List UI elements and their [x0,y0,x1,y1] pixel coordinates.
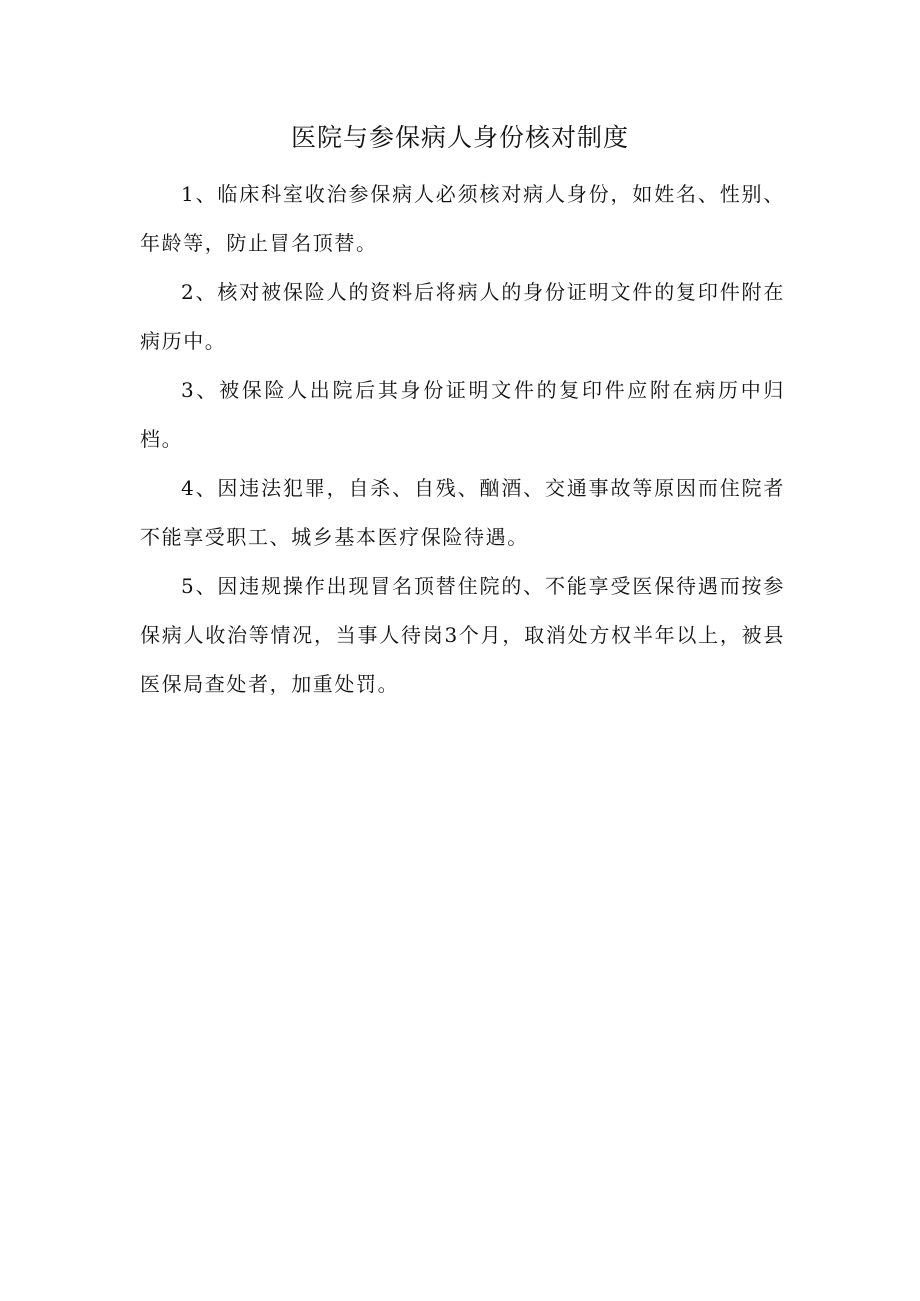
clause-2: 2、核对被保险人的资料后将病人的身份证明文件的复印件附在病历中。 [140,280,785,353]
clause-3: 3、被保险人出院后其身份证明文件的复印件应附在病历中归档。 [140,378,785,451]
clause-4: 4、因违法犯罪，自杀、自残、酗酒、交通事故等原因而住院者不能享受职工、城乡基本医疗保险待遇。 [140,476,785,549]
clause-1: 1、临床科室收治参保病人必须核对病人身份，如姓名、性别、年龄等，防止冒名顶替。 [140,182,785,255]
clause-list [140,170,785,709]
document-title: 医院与参保病人身份核对制度 [290,123,629,152]
clause-5: 5、因违规操作出现冒名顶替住院的、不能享受医保待遇而按参保病人收治等情况，当事人待岗3个月，取消处方权半年以上，被县医保局查处者，加重处罚。 [140,574,785,696]
